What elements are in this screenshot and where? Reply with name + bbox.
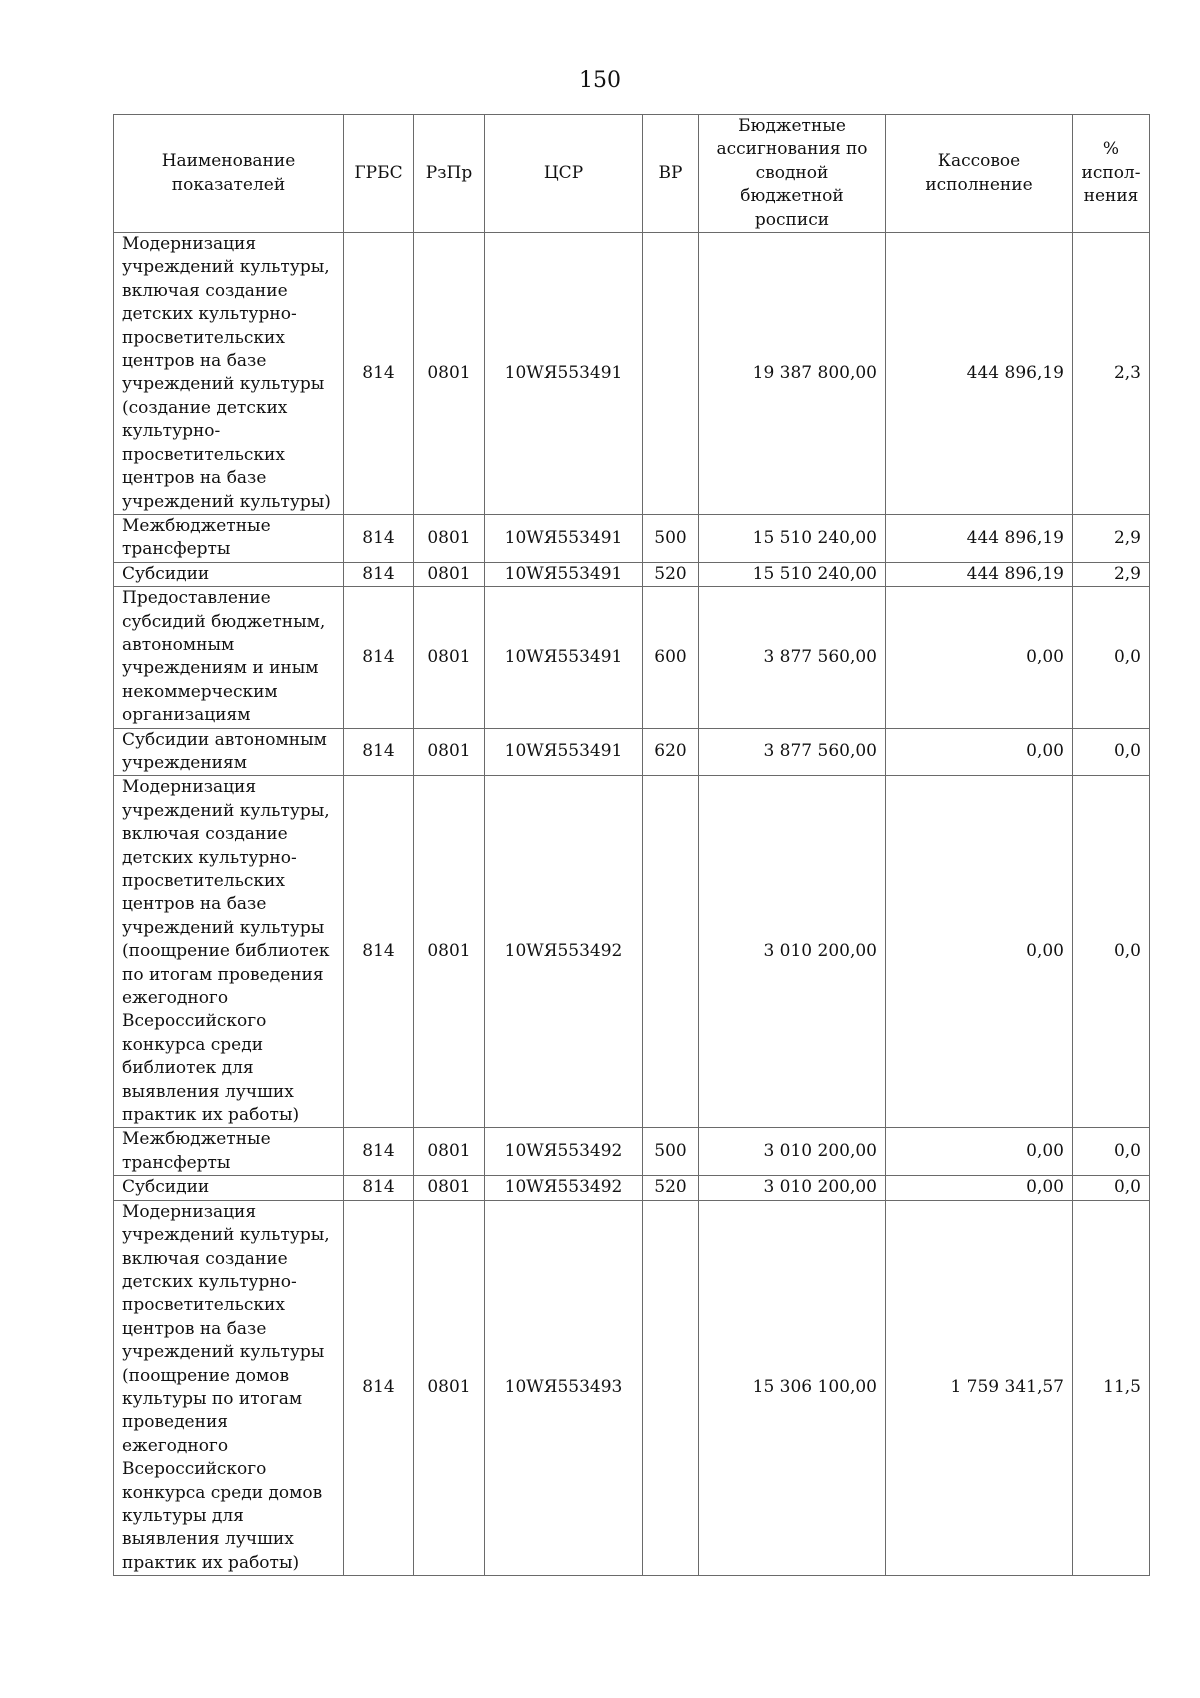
- row-percent: 2,3: [1073, 233, 1150, 515]
- header-rzpr: РзПр: [414, 115, 485, 233]
- table-row: [114, 562, 1150, 586]
- row-name: Предоставление субсидий бюджетным, автономным учреждениям и иным некоммерческим организациям: [114, 587, 344, 728]
- row-percent: 0,0: [1073, 1128, 1150, 1176]
- row-percent: 0,0: [1073, 1176, 1150, 1200]
- row-allocations: 3 877 560,00: [699, 587, 886, 728]
- page-number: 150: [579, 68, 621, 93]
- row-csr: 10WЯ553491: [485, 728, 643, 776]
- row-percent: 11,5: [1073, 1200, 1150, 1576]
- row-allocations: 15 510 240,00: [699, 514, 886, 562]
- row-rzpr: 0801: [414, 514, 485, 562]
- table-header-row: [114, 115, 1150, 233]
- row-percent: 2,9: [1073, 562, 1150, 586]
- row-grbs: 814: [344, 776, 414, 1128]
- header-name: Наименование показателей: [114, 115, 344, 233]
- row-allocations: 3 010 200,00: [699, 776, 886, 1128]
- row-cash: 0,00: [886, 1176, 1073, 1200]
- row-vr: 500: [643, 1128, 699, 1176]
- row-cash: 0,00: [886, 587, 1073, 728]
- row-grbs: 814: [344, 562, 414, 586]
- row-rzpr: 0801: [414, 776, 485, 1128]
- row-csr: 10WЯ553492: [485, 776, 643, 1128]
- row-cash: 0,00: [886, 728, 1073, 776]
- row-allocations: 15 510 240,00: [699, 562, 886, 586]
- row-percent: 2,9: [1073, 514, 1150, 562]
- row-vr: 600: [643, 587, 699, 728]
- row-rzpr: 0801: [414, 1128, 485, 1176]
- header-allocations: Бюджетные ассигнования по сводной бюджетной росписи: [699, 115, 886, 233]
- header-percent: % испол-нения: [1073, 115, 1150, 233]
- row-cash: 444 896,19: [886, 514, 1073, 562]
- row-csr: 10WЯ553493: [485, 1200, 643, 1576]
- row-allocations: 19 387 800,00: [699, 233, 886, 515]
- header-cash: Кассовое исполнение: [886, 115, 1073, 233]
- table-row: [114, 776, 1150, 1128]
- row-grbs: 814: [344, 233, 414, 515]
- row-vr: 520: [643, 1176, 699, 1200]
- row-percent: 0,0: [1073, 587, 1150, 728]
- row-name: Модернизация учреждений культуры, включая создание детских культурно-просветительских центров на базе учреждений культуры (поощрение библиотек по итогам проведения ежегодного Всероссийского конкурса среди библиотек для выявления лучших практик их работы): [114, 776, 344, 1128]
- table-row: [114, 728, 1150, 776]
- row-cash: 1 759 341,57: [886, 1200, 1073, 1576]
- header-grbs: ГРБС: [344, 115, 414, 233]
- row-csr: 10WЯ553492: [485, 1128, 643, 1176]
- table-row: [114, 1128, 1150, 1176]
- row-rzpr: 0801: [414, 233, 485, 515]
- table-row: [114, 587, 1150, 728]
- row-rzpr: 0801: [414, 728, 485, 776]
- row-percent: 0,0: [1073, 776, 1150, 1128]
- row-grbs: 814: [344, 1200, 414, 1576]
- row-vr: 520: [643, 562, 699, 586]
- row-grbs: 814: [344, 587, 414, 728]
- row-grbs: 814: [344, 514, 414, 562]
- table-row: [114, 1200, 1150, 1576]
- table-row: [114, 514, 1150, 562]
- row-cash: 444 896,19: [886, 233, 1073, 515]
- row-grbs: 814: [344, 728, 414, 776]
- row-name: Субсидии автономным учреждениям: [114, 728, 344, 776]
- row-name: Межбюджетные трансферты: [114, 1128, 344, 1176]
- row-vr: 620: [643, 728, 699, 776]
- row-csr: 10WЯ553492: [485, 1176, 643, 1200]
- row-vr: 500: [643, 514, 699, 562]
- table-row: [114, 1176, 1150, 1200]
- row-csr: 10WЯ553491: [485, 514, 643, 562]
- table-row: [114, 233, 1150, 515]
- row-name: Межбюджетные трансферты: [114, 514, 344, 562]
- row-rzpr: 0801: [414, 1200, 485, 1576]
- row-cash: 0,00: [886, 776, 1073, 1128]
- row-name: Модернизация учреждений культуры, включая создание детских культурно-просветительских центров на базе учреждений культуры (создание детских культурно-просветительских центров на базе учреждений культуры): [114, 233, 344, 515]
- row-allocations: 3 010 200,00: [699, 1128, 886, 1176]
- header-vr: ВР: [643, 115, 699, 233]
- row-vr: [643, 1200, 699, 1576]
- row-vr: [643, 233, 699, 515]
- row-cash: 444 896,19: [886, 562, 1073, 586]
- row-allocations: 3 010 200,00: [699, 1176, 886, 1200]
- row-name: Субсидии: [114, 1176, 344, 1200]
- row-grbs: 814: [344, 1128, 414, 1176]
- row-grbs: 814: [344, 1176, 414, 1200]
- row-cash: 0,00: [886, 1128, 1073, 1176]
- row-allocations: 15 306 100,00: [699, 1200, 886, 1576]
- row-vr: [643, 776, 699, 1128]
- row-csr: 10WЯ553491: [485, 587, 643, 728]
- row-name: Модернизация учреждений культуры, включая создание детских культурно-просветительских центров на базе учреждений культуры (поощрение домов культуры по итогам проведения ежегодного Всероссийского конкурса среди домов культуры для выявления лучших практик их работы): [114, 1200, 344, 1576]
- row-rzpr: 0801: [414, 562, 485, 586]
- row-csr: 10WЯ553491: [485, 562, 643, 586]
- row-name: Субсидии: [114, 562, 344, 586]
- row-rzpr: 0801: [414, 587, 485, 728]
- row-allocations: 3 877 560,00: [699, 728, 886, 776]
- row-rzpr: 0801: [414, 1176, 485, 1200]
- budget-table: [113, 114, 1150, 1576]
- header-csr: ЦСР: [485, 115, 643, 233]
- row-csr: 10WЯ553491: [485, 233, 643, 515]
- row-percent: 0,0: [1073, 728, 1150, 776]
